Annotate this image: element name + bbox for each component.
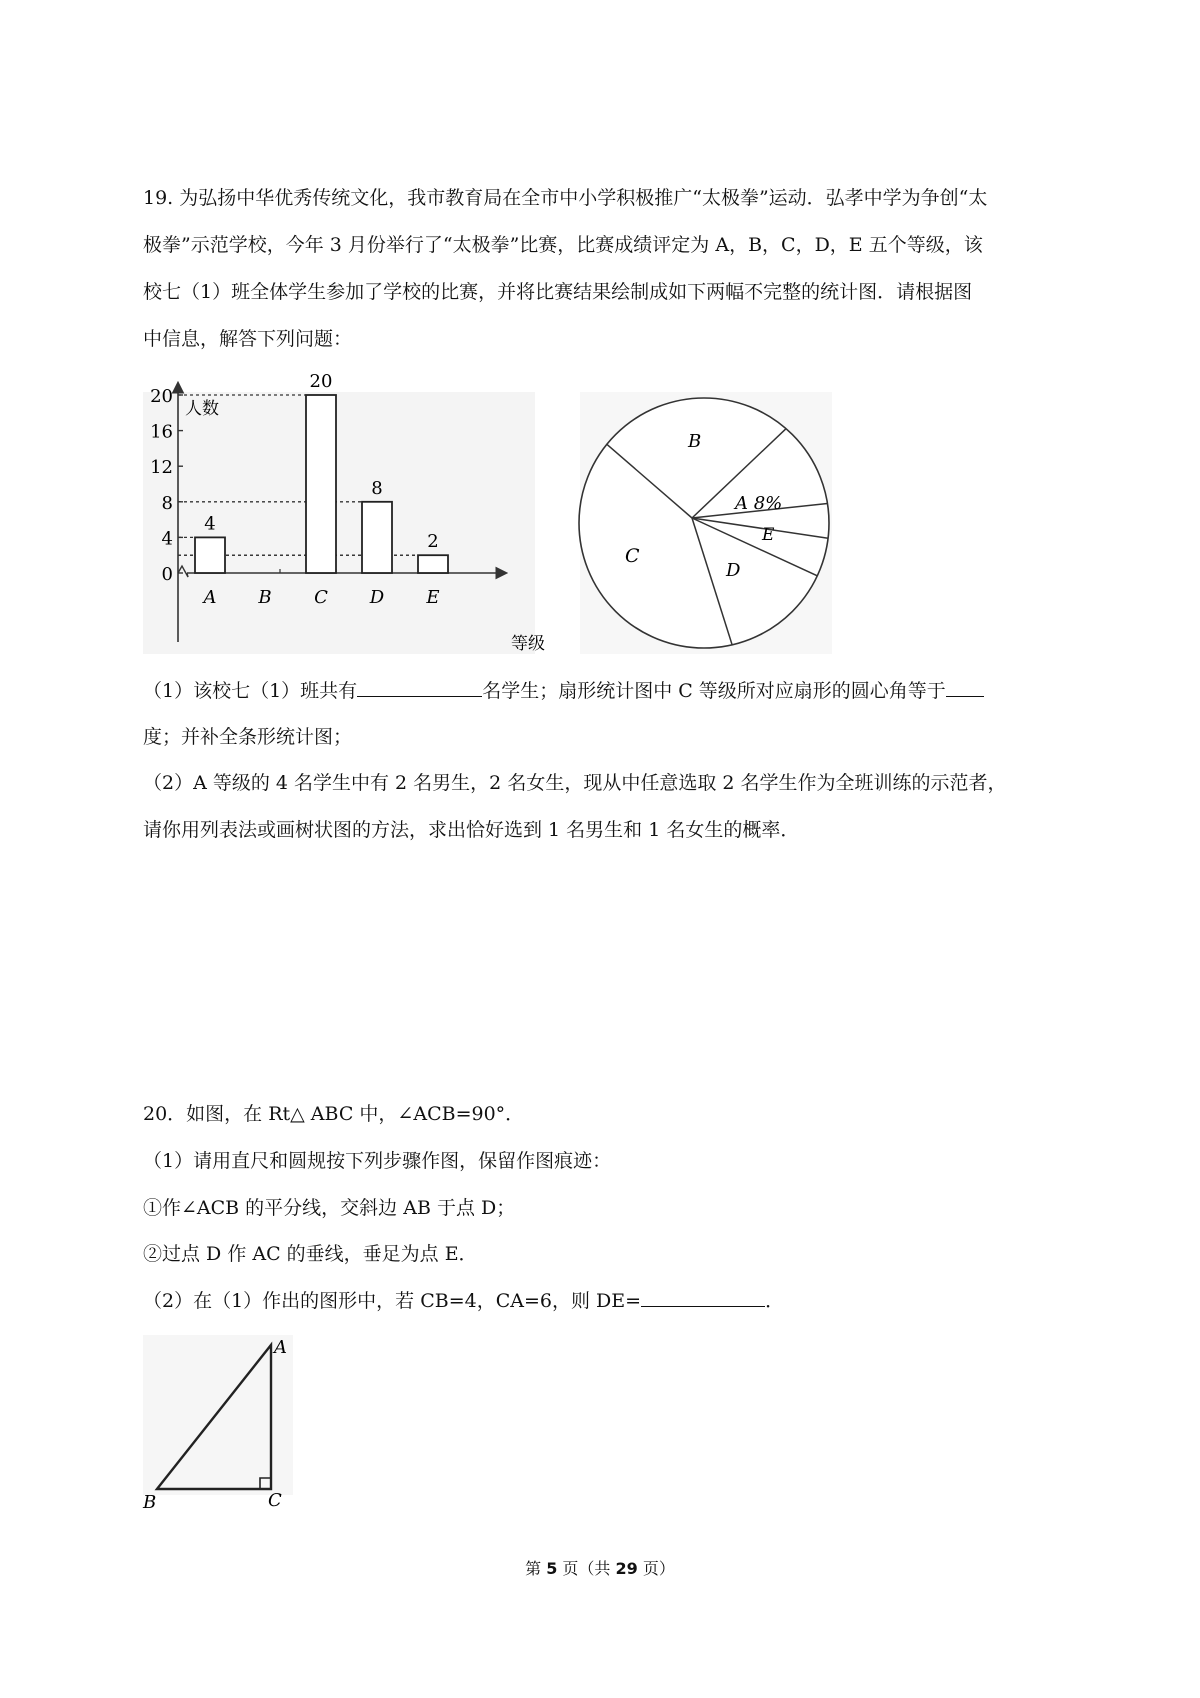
pie-slice-label: C xyxy=(625,545,640,567)
bar-x-tick-label: C xyxy=(314,587,328,608)
bar-data-label: 2 xyxy=(427,531,439,553)
bar-chart-background xyxy=(143,392,535,654)
bar xyxy=(418,555,448,573)
q19-line-2: 极拳”示范学校，今年 3 月份举行了“太极拳”比赛，比赛成绩评定为 A，B，C，D，E 五个等级，该 xyxy=(143,234,983,256)
q19-part1-text-a: （1）该校七（1）班共有 xyxy=(143,680,358,702)
q20-title: 20．如图，在 Rt△ ABC 中，∠ACB=90°． xyxy=(143,1103,525,1125)
q20-line-4-text: （2）在（1）作出的图形中，若 CB=4，CA=6，则 DE= xyxy=(143,1290,642,1312)
q19-line-4: 中信息，解答下列问题： xyxy=(143,328,353,350)
bar xyxy=(195,537,225,573)
bar-y-axis-label: 人数 xyxy=(185,399,219,419)
q19-part1-text-b: 名学生；扇形统计图中 C 等级所对应扇形的圆心角等于 xyxy=(482,680,946,702)
bar-x-tick-label: E xyxy=(426,587,440,608)
q20-line-3: ②过点 D 作 AC 的垂线，垂足为点 E． xyxy=(143,1243,478,1265)
answer-blank-students[interactable] xyxy=(357,676,482,697)
vertex-label-a: A xyxy=(274,1337,287,1358)
q19-part2-line-1: （2）A 等级的 4 名学生中有 2 名男生，2 名女生，现从中任意选取 2 名学生作为全班训练的示范者， xyxy=(143,772,1007,794)
bar-y-tick-label: 8 xyxy=(161,492,173,514)
page-footer xyxy=(0,1557,1200,1581)
pie-slice-label: B xyxy=(688,431,702,452)
bar-x-axis-label: 等级 xyxy=(511,634,545,654)
bar-x-tick-label: B xyxy=(258,587,272,608)
bar-y-tick-label: 20 xyxy=(150,386,173,407)
q20-line-4 xyxy=(143,1286,784,1316)
bar xyxy=(362,502,392,573)
bar-y-tick-label: 12 xyxy=(150,457,173,479)
pie-slice-label: E xyxy=(762,525,775,545)
footer-prefix: 第 xyxy=(525,1559,547,1578)
bar-y-tick-label: 0 xyxy=(161,564,173,585)
q19-line-3: 校七（1）班全体学生参加了学校的比赛，并将比赛结果绘制成如下两幅不完整的统计图．请根据图 xyxy=(143,281,973,303)
q19-part1 xyxy=(143,676,984,706)
vertex-label-c: C xyxy=(268,1490,282,1511)
pie-chart xyxy=(580,392,832,654)
pie-slice-label: D xyxy=(726,560,741,581)
bar-y-tick-label: 4 xyxy=(161,528,173,550)
bar-x-tick-label: D xyxy=(369,587,385,608)
footer-total-pages: 29 xyxy=(615,1559,638,1578)
q19-line-1: 19. 为弘扬中华优秀传统文化，我市教育局在全市中小学积极推广“太极拳”运动．弘孝中学为争创“太 xyxy=(143,187,988,209)
footer-suffix: 页） xyxy=(637,1559,675,1578)
bar-data-label: 8 xyxy=(371,477,383,499)
bar-y-tick-label: 16 xyxy=(150,421,173,443)
bar-data-label: 4 xyxy=(204,513,216,535)
answer-blank-angle[interactable] xyxy=(946,676,984,697)
triangle-figure xyxy=(143,1335,293,1513)
q20-line-4-end: ． xyxy=(765,1290,785,1312)
footer-middle: 页（共 xyxy=(557,1559,616,1578)
bar-x-tick-label: A xyxy=(203,587,217,608)
bar-chart xyxy=(143,371,545,654)
footer-page-number: 5 xyxy=(546,1559,558,1578)
q20-line-1: （1）请用直尺和圆规按下列步骤作图，保留作图痕迹： xyxy=(143,1150,612,1172)
q20-line-2: ①作∠ACB 的平分线，交斜边 AB 于点 D； xyxy=(143,1197,516,1219)
vertex-label-b: B xyxy=(143,1492,157,1513)
q19-part1-cont: 度；并补全条形统计图； xyxy=(143,726,353,748)
q19-part2-line-2: 请你用列表法或画树状图的方法，求出恰好选到 1 名男生和 1 名女生的概率． xyxy=(143,819,800,841)
bar-data-label: 20 xyxy=(309,371,333,392)
answer-blank-de[interactable] xyxy=(641,1286,765,1307)
bar xyxy=(306,395,336,573)
pie-slice-label: A 8% xyxy=(735,493,783,514)
